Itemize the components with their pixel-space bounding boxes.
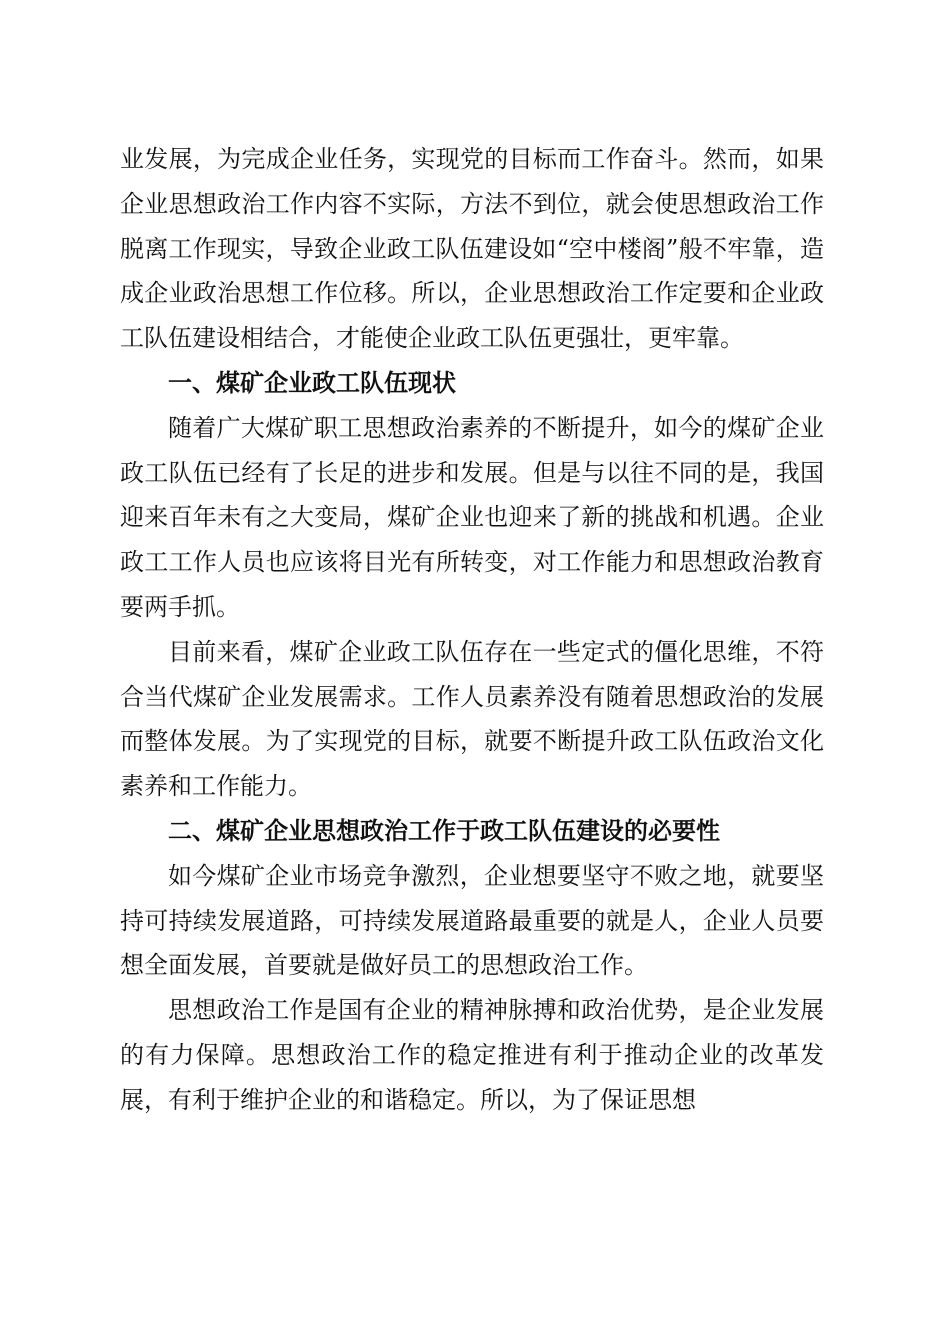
section-2-paragraph-2: 思想政治工作是国有企业的精神脉搏和政治优势，是企业发展的有力保障。思想政治工作的稳定推进有利于推动企业的改革发展，有利于维护企业的和谐稳定。所以，为了保证思想 [120, 996, 824, 1114]
paragraph-continued: 业发展，为完成企业任务，实现党的目标而工作奋斗。然而，如果企业思想政治工作内容不实际，方法不到位，就会使思想政治工作脱离工作现实，导致企业政工队伍建设如“空中楼阁”般不牢靠，造成企业政治思想工作位移。所以，企业思想政治工作定要和企业政工队伍建设相结合，才能使企业政工队伍更强壮，更牢靠。 [120, 145, 824, 353]
section-1-heading: 一、煤矿企业政工队伍现状 [168, 368, 456, 397]
section-2-paragraph-1: 如今煤矿企业市场竞争激烈，企业想要坚守不败之地，就要坚持可持续发展道路，可持续发展道路最重要的就是人，企业人员要想全面发展，首要就是做好员工的思想政治工作。 [120, 861, 824, 980]
section-1-paragraph-1: 随着广大煤矿职工思想政治素养的不断提升，如今的煤矿企业政工队伍已经有了长足的进步和发展。但是与以往不同的是，我国迎来百年未有之大变局，煤矿企业也迎来了新的挑战和机遇。企业政工工作人员也应该将目光有所转变，对工作能力和思想政治教育要两手抓。 [120, 413, 824, 621]
document-body [120, 137, 824, 1123]
section-1-paragraph-2: 目前来看，煤矿企业政工队伍存在一些定式的僵化思维，不符合当代煤矿企业发展需求。工作人员素养没有随着思想政治的发展而整体发展。为了实现党的目标，就要不断提升政工队伍政治文化素养和工作能力。 [120, 637, 824, 801]
section-2-heading: 二、煤矿企业思想政治工作于政工队伍建设的必要性 [168, 816, 720, 845]
